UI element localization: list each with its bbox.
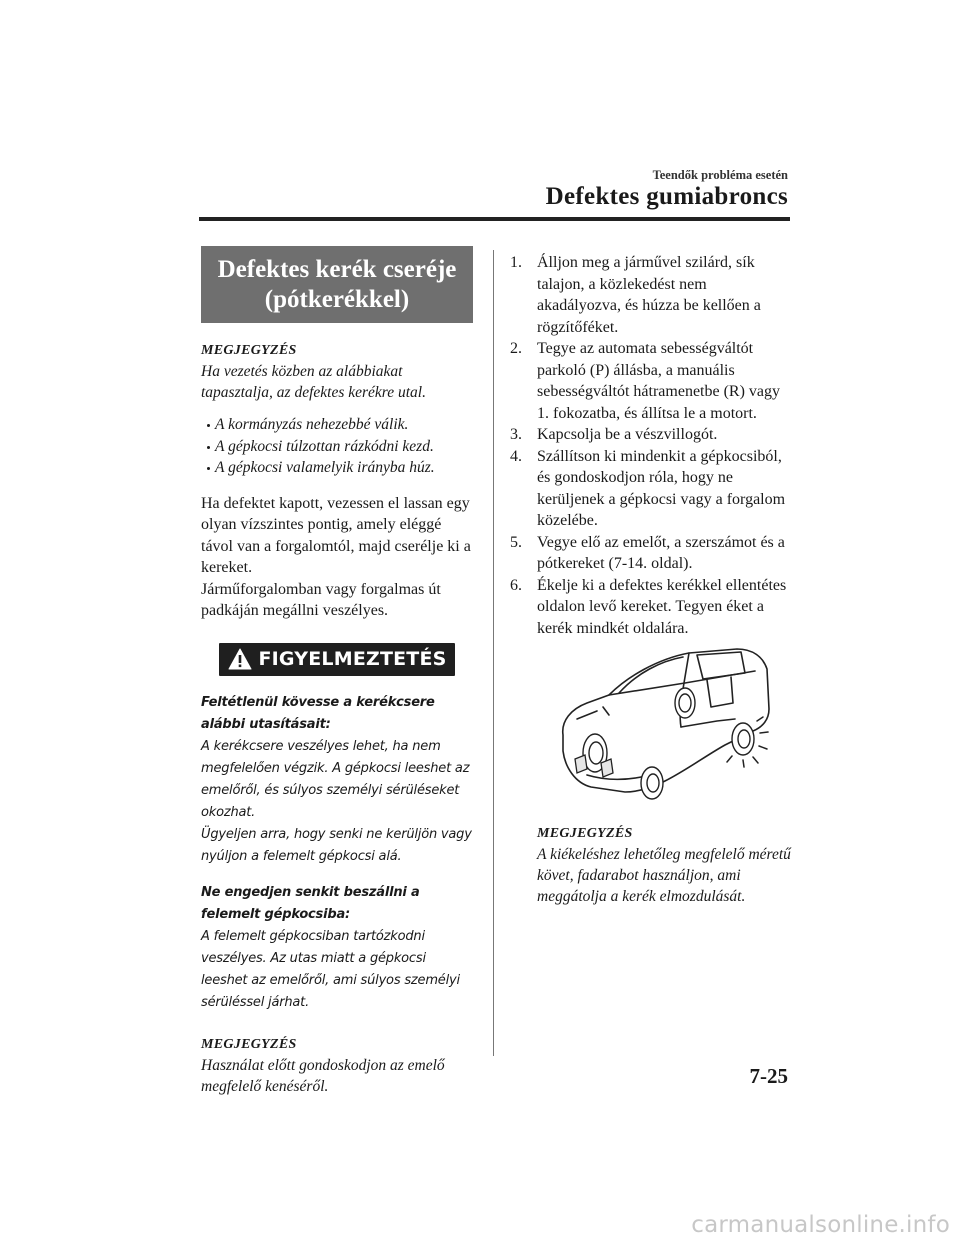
- warning-label: FIGYELMEZTETÉS: [258, 648, 447, 670]
- section-title-line-2: (pótkerékkel): [264, 286, 410, 313]
- warning-text: A felemelt gépkocsiban tartózkodni veszélyes. Az utas miatt a gépkocsi leeshet az emelőről, ami súlyos személyi sérüléssel járhat.: [201, 928, 460, 1010]
- header-rule: [199, 217, 790, 221]
- left-column: [201, 246, 473, 1097]
- note-text: Ha vezetés közben az alábbiakat tapasztalja, az defektes kerékre utal.: [201, 363, 426, 401]
- list-item: [510, 575, 792, 640]
- note-heading: MEGJEGYZÉS: [201, 343, 297, 358]
- symptom-list: [201, 414, 473, 479]
- step-text: Ékelje ki a defektes kerékkel ellentétes oldalon levő kereket. Tegyen éket a kerék mindkét oldalára.: [537, 576, 787, 637]
- car-wheel-chock-illustration: [557, 647, 771, 809]
- warning-block-title: Ne engedjen senkit beszállni a felemelt gépkocsiba:: [201, 884, 420, 922]
- note-text: A kiékeléshez lehetőleg megfelelő méretű követ, fadarabot használjon, ami meggátolja a kerék elmozdulását.: [537, 846, 791, 905]
- note-heading: MEGJEGYZÉS: [201, 1036, 297, 1052]
- section-title-box: [201, 246, 473, 323]
- step-text: Vegye elő az emelőt, a szerszámot és a pótkereket (7-14. oldal).: [537, 533, 785, 572]
- warning-block-title: Feltétlenül kövesse a kerékcsere alábbi utasításait:: [201, 694, 435, 732]
- body-paragraph: Ha defektet kapott, vezessen el lassan egy olyan vízszintes pontig, amely eléggé távol van a forgalomtól, majd cserélje ki a kereket.: [201, 494, 471, 576]
- procedure-steps: [510, 252, 792, 639]
- note-text: Használat előtt gondoskodjon az emelő megfelelő kenéséről.: [201, 1056, 445, 1095]
- list-item: [510, 424, 792, 446]
- warning-text: A kerékcsere veszélyes lehet, ha nem megfelelően végzik. A gépkocsi leeshet az emelőről, és súlyos személyi sérüléseket okozhat.: [201, 738, 470, 820]
- list-item: [510, 446, 792, 532]
- right-column: [510, 252, 792, 907]
- note-heading: MEGJEGYZÉS: [537, 826, 633, 841]
- warning-block: [201, 882, 473, 1014]
- step-number: 6.: [510, 576, 522, 594]
- watermark: carmanualsonline.info: [691, 1212, 950, 1238]
- list-item: A kormányzás nehezebbé válik.: [215, 414, 473, 436]
- step-number: 3.: [510, 426, 522, 443]
- step-text: Álljon meg a járművel szilárd, sík talajon, a közlekedést nem akadályozva, és húzza be kellően a rögzítőféket.: [537, 254, 761, 336]
- step-text: Tegye az automata sebességváltót parkoló (P) állásba, a manuális sebességváltót hátramenetbe (R) vagy 1. fokozatba, és állítsa le a motort.: [537, 340, 781, 422]
- list-item: [510, 252, 792, 338]
- list-item: [510, 338, 792, 424]
- warning-header: [201, 643, 473, 676]
- section-heading: Defektes gumiabroncs: [545, 183, 788, 210]
- warning-block: [201, 692, 473, 868]
- warning-text: Ügyeljen arra, hogy senki ne kerüljön vagy nyúljon a felemelt gépkocsi alá.: [201, 826, 472, 864]
- step-number: 2.: [510, 340, 522, 357]
- list-item: A gépkocsi valamelyik irányba húz.: [215, 457, 473, 479]
- warning-badge: [219, 643, 454, 676]
- step-text: Kapcsolja be a vészvillogót.: [537, 426, 718, 443]
- note: [537, 823, 792, 907]
- list-item: [510, 532, 792, 575]
- column-divider: [493, 250, 494, 1056]
- step-number: 5.: [510, 533, 522, 551]
- step-number: 1.: [510, 254, 522, 271]
- warning-triangle-icon: [228, 648, 252, 670]
- step-number: 4.: [510, 447, 522, 465]
- page-number: 7-25: [749, 1064, 788, 1088]
- step-text: Szállítson ki mindenkit a gépkocsiból, és gondoskodjon róla, hogy ne kerüljenek a gépkocsi vagy a forgalom közelébe.: [537, 447, 786, 529]
- note: [201, 1034, 473, 1097]
- chapter-title: Teendők probléma esetén: [652, 168, 788, 182]
- list-item: A gépkocsi túlzottan rázkódni kezd.: [215, 436, 473, 458]
- body-paragraph: Járműforgalomban vagy forgalmas út padkáján megállni veszélyes.: [201, 580, 441, 619]
- section-title-line-1: Defektes kerék cseréje: [217, 256, 457, 283]
